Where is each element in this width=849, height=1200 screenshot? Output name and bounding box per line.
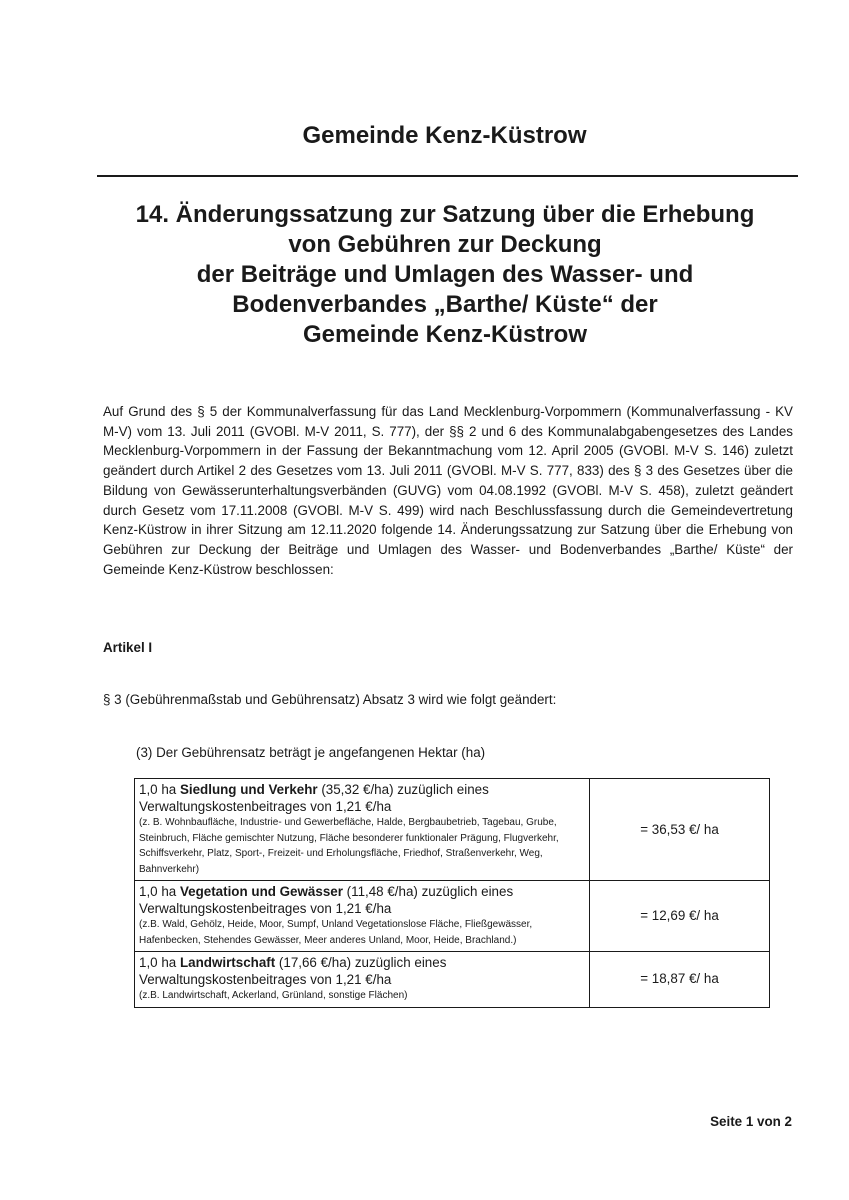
ordinance-title bbox=[90, 200, 800, 350]
table-row bbox=[135, 881, 770, 952]
land-category: Siedlung und Verkehr bbox=[179, 782, 318, 797]
title-line: der Beiträge und Umlagen des Wasser- und bbox=[196, 261, 694, 288]
table-row bbox=[135, 952, 770, 1008]
title-line: 14. Änderungssatzung zur Satzung über die Erhebung bbox=[135, 201, 755, 228]
title-line: Gemeinde Kenz-Küstrow bbox=[302, 321, 588, 348]
fee-table bbox=[134, 778, 770, 1008]
fee-rate: = 36,53 €/ ha bbox=[590, 779, 770, 881]
paragraph-change-text: § 3 (Gebührenmaßstab und Gebührensatz) Absatz 3 wird wie folgt geändert: bbox=[103, 692, 557, 707]
title-line: von Gebühren zur Deckung bbox=[288, 231, 602, 258]
fee-detail: (11,48 €/ha) zuzüglich eines Verwaltungskostenbeitrages von 1,21 €/ha bbox=[139, 884, 514, 916]
fee-detail: (35,32 €/ha) zuzüglich eines Verwaltungskostenbeitrages von 1,21 €/ha bbox=[139, 782, 489, 814]
municipality-heading: Gemeinde Kenz-Küstrow bbox=[302, 122, 587, 149]
area-unit: 1,0 ha bbox=[139, 955, 180, 970]
area-unit: 1,0 ha bbox=[139, 884, 180, 899]
fee-description-cell bbox=[135, 952, 590, 1008]
fee-description-cell bbox=[135, 881, 590, 952]
table-row bbox=[135, 779, 770, 881]
page-number: Seite 1 von 2 bbox=[710, 1114, 792, 1129]
fee-detail: (17,66 €/ha) zuzüglich eines Verwaltungskostenbeitrages von 1,21 €/ha bbox=[139, 955, 447, 987]
area-unit: 1,0 ha bbox=[139, 782, 180, 797]
land-category: Vegetation und Gewässer bbox=[179, 884, 343, 899]
fee-examples: (z.B. Landwirtschaft, Ackerland, Grünland, sonstige Flächen) bbox=[139, 990, 408, 1001]
fee-examples: (z. B. Wohnbaufläche, Industrie- und Gewerbefläche, Halde, Bergbaubetrieb, Tagebau, Grube, Steinbruch, Fläche gemischter Nutzung, Fläche besonderer funktionaler Prägung, Flugverkehr, Schiffsverkehr, Platz, Sport-, Freizeit- und Erholungsfläche, Friedhof, Straßenverkehr, Weg, Bahnverkehr) bbox=[139, 817, 559, 875]
fee-description bbox=[139, 781, 585, 815]
legal-preamble: Auf Grund des § 5 der Kommunalverfassung für das Land Mecklenburg-Vorpommern (Kommunalverfassung - KV M-V) vom 13. Juli 2011 (GVOBl. M-V 2011, S. 777), der §§ 2 und 6 des Kommunalabgabengesetzes des Landes Mecklenburg-Vorpommern in der Fassung der Bekanntmachung vom 12. April 2005 (GVOBl. M-V S. 146) zuletzt geändert durch Artikel 2 des Gesetzes vom 13. Juli 2011 (GVOBl. M-V S. 777, 833) des § 3 des Gesetzes über die Bildung von Gewässerunterhaltungsverbänden (GUVG) vom 04.08.1992 (GVOBl. M-V S. 458), zuletzt geändert durch Gesetz vom 17.11.2008 (GVOBl. M-V S. 499) wird nach Beschlussfassung durch die Gemeindevertretung Kenz-Küstrow in ihrer Sitzung am 12.11.2020 folgende 14. Änderungssatzung zur Satzung über die Erhebung von Gebühren zur Deckung der Beiträge und Umlagen des Wasser- und Bodenverbandes „Barthe/ Küste“ der Gemeinde Kenz-Küstrow beschlossen: bbox=[103, 404, 793, 577]
fee-description-cell bbox=[135, 779, 590, 881]
fee-rate: = 18,87 €/ ha bbox=[590, 952, 770, 1008]
article-heading: Artikel I bbox=[103, 640, 153, 655]
fee-examples: (z.B. Wald, Gehölz, Heide, Moor, Sumpf, Unland Vegetationslose Fläche, Fließgewässer, Hafenbecken, Stehendes Gewässer, Meer anderes Unland, Moor, Heide, Brachland.) bbox=[139, 919, 533, 946]
fee-rate: = 12,69 €/ ha bbox=[590, 881, 770, 952]
land-category: Landwirtschaft bbox=[179, 955, 276, 970]
title-line: Bodenverbandes „Barthe/ Küste“ der bbox=[232, 291, 658, 318]
fee-description bbox=[139, 883, 585, 917]
fee-description bbox=[139, 954, 585, 988]
heading-rule bbox=[97, 175, 798, 177]
fee-intro-text: (3) Der Gebührensatz beträgt je angefangenen Hektar (ha) bbox=[136, 745, 486, 760]
